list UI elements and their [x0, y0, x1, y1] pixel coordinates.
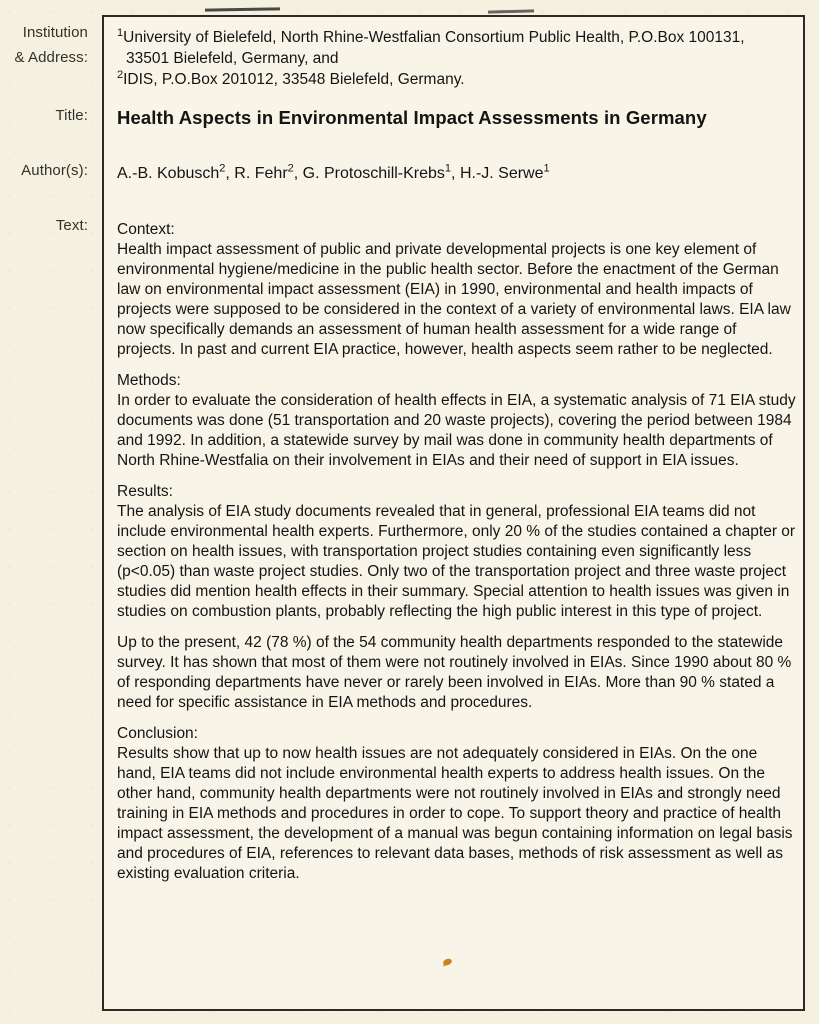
author-affiliation-superscript: 2: [219, 162, 226, 175]
author-line: [117, 162, 797, 183]
institution-address-block: [117, 27, 797, 90]
institution-line-3-text: IDIS, P.O.Box 201012, 33548 Bielefeld, Germany.: [123, 71, 465, 88]
institution-line-1: [117, 27, 797, 48]
section-heading: Methods:: [117, 372, 181, 389]
title-label: Title:: [55, 107, 88, 124]
affiliation-superscript: 2: [117, 68, 124, 81]
affiliation-superscript: 1: [117, 26, 124, 39]
section-body: In order to evaluate the consideration of health effects in EIA, a systematic analysis of 71 EIA study documents was done (51 transportation and 20 waste projects), covering the period between 1984 and 1992. In addition, a statewide survey by mail was done in community health departments of North Rhine-Westfalia on their involvement in EIAs and their need of support in EIA issues.: [117, 392, 796, 469]
author-separator: ,: [293, 165, 303, 182]
paper-title: Health Aspects in Environmental Impact Assessments in Germany: [117, 107, 707, 128]
section-heading: Conclusion:: [117, 725, 198, 742]
author-affiliation-superscript: 1: [543, 162, 550, 175]
section-results: [117, 482, 799, 622]
abstract-text-field: [117, 220, 799, 884]
author-separator: ,: [451, 165, 460, 182]
author-name: A.-B. Kobusch: [117, 165, 220, 182]
institution-line-3: [117, 69, 797, 90]
section-context: [117, 220, 799, 360]
author-name: R. Fehr: [234, 165, 288, 182]
author-affiliation-superscript: 1: [444, 162, 452, 175]
scan-artifact: [488, 9, 534, 13]
authors-label: Author(s):: [21, 162, 88, 179]
author-affiliation-superscript: 2: [287, 162, 294, 175]
author-name: G. Protoschill-Krebs: [302, 165, 445, 182]
institution-line-1-text: University of Bielefeld, North Rhine-Westfalian Consortium Public Health, P.O.Box 100131,: [123, 29, 745, 46]
institution-address-label: [0, 20, 88, 70]
section-results-survey: [117, 633, 799, 713]
institution-line-2: 33501 Bielefeld, Germany, and: [126, 50, 339, 67]
section-methods: [117, 371, 799, 471]
section-heading: Results:: [117, 483, 173, 500]
section-body: Up to the present, 42 (78 %) of the 54 community health departments responded to the statewide survey. It has shown that most of them were not routinely involved in EIAs. Since 1990 about 80 % of responding departments have never or rarely been involved in EIAs. More than 90 % stated a need for specific assistance in EIA methods and procedures.: [117, 634, 792, 711]
form-label-column: [0, 0, 88, 1024]
text-label: Text:: [55, 217, 88, 234]
institution-label-line1: Institution: [22, 24, 88, 41]
section-body: Health impact assessment of public and private developmental projects is one key element of environmental hygiene/medicine in the public health sector. Before the enactment of the German law on environmental impact assessment (EIA) in 1990, environmental and health impacts of projects were supposed to be considered in the context of a variety of environmental laws. EIA law now specifically demands an assessment of human health assessment for a wide range of projects. In past and current EIA practice, however, health aspects seem rather to be neglected.: [117, 241, 791, 358]
author-separator: ,: [225, 165, 235, 182]
section-body: Results show that up to now health issues are not adequately considered in EIAs. On the one hand, EIA teams did not include environmental health experts to address health issues. On the other hand, community health departments were not routinely involved in EIAs and strongly need training in EIA methods and procedures in order to cope. To support theory and practice of health impact assessment, the development of a manual was begun containing information on legal basis and procedures of EIA, references to relevant data bases, methods of risk assessment as well as existing evaluation criteria.: [117, 745, 793, 882]
scan-artifact: [205, 7, 280, 11]
author-name: H.-J. Serwe: [459, 165, 544, 182]
section-heading: Context:: [117, 221, 175, 238]
institution-label-line2: & Address:: [14, 49, 88, 66]
abstract-form-box: [102, 15, 805, 1011]
section-conclusion: [117, 724, 799, 884]
section-body: The analysis of EIA study documents revealed that in general, professional EIA teams did not include environmental health experts. Furthermore, only 20 % of the studies contained a chapter or section on health issues, with transportation project studies containing even significantly less (p<0.05) than waste project studies. Only two of the transportation project and three waste project studies did mention health effects in their summary. Special attention to health issues was given in studies on combustion plants, probably reflecting the high public interest in this type of project.: [117, 503, 796, 620]
